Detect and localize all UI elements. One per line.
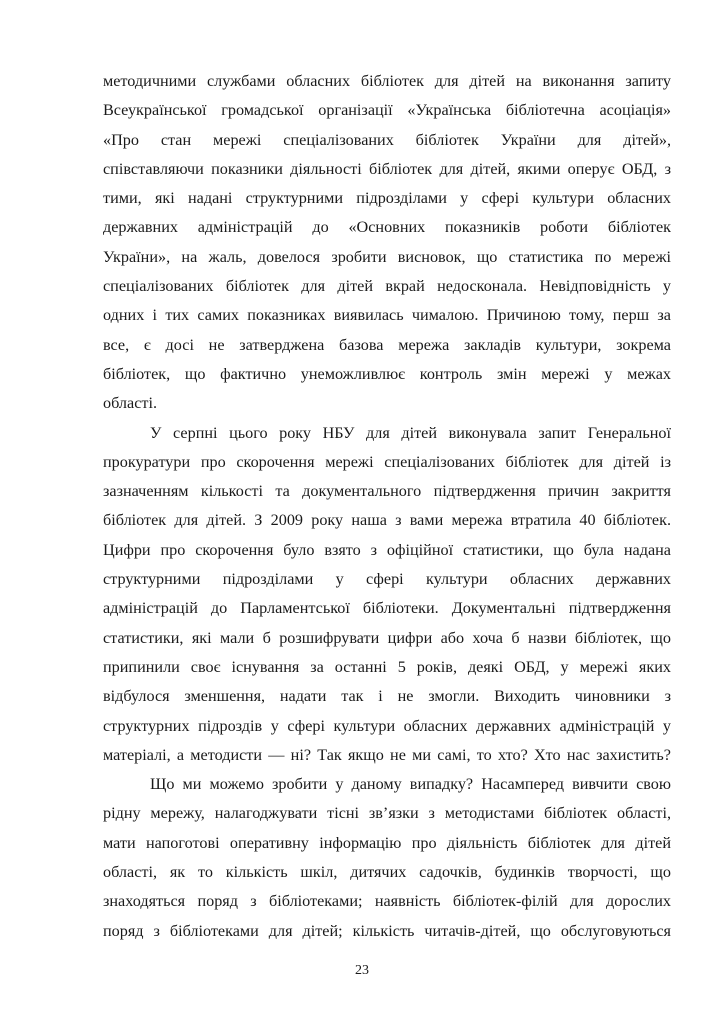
text-line: поряд з бібліотеками для дітей; кількість читачів-дітей, що обслуговуються <box>103 921 671 940</box>
text-line: бібліотек для дітей. З 2009 року наша з вами мережа втратила 40 бібліотек. <box>103 511 671 530</box>
text-line: тими, які надані структурними підрозділами у сфері культури обласних <box>103 189 671 208</box>
text-line: області. <box>103 394 157 413</box>
text-line: співставляючи показники діяльності бібліотек для дітей, якими оперує ОБД, з <box>103 159 671 178</box>
text-line: методичними службами обласних бібліотек для дітей на виконання запиту <box>103 72 671 90</box>
text-line: припинили своє існування за останні 5 років, деякі ОБД, у мережі яких <box>103 657 671 676</box>
text-line: структурними підрозділами у сфері культури обласних державних <box>103 570 671 589</box>
text-line: одних і тих самих показниках виявилась чималою. Причиною тому, перш за <box>103 306 671 325</box>
text-line: Цифри про скорочення було взято з офіційної статистики, що була надана <box>103 540 671 559</box>
text-line: спеціалізованих бібліотек для дітей вкрай недосконала. Невідповідність у <box>103 277 671 296</box>
text-line: прокуратури про скорочення мережі спеціалізованих бібліотек для дітей із <box>103 452 671 471</box>
text-line: рідну мережу, налагоджувати тісні зв’язки з методистами бібліотек області, <box>103 804 671 823</box>
text-line: структурних підроздів у сфері культури обласних державних адміністрацій у <box>103 716 671 735</box>
text-line: знаходяться поряд з бібліотеками; наявність бібліотек-філій для дорослих <box>103 892 671 911</box>
text-line: Всеукраїнської громадської організації «Українська бібліотечна асоціація» <box>103 101 671 120</box>
text-line: мати напоготові оперативну інформацію про діяльність бібліотек для дітей <box>103 833 671 852</box>
text-line: зазначенням кількості та документального підтвердження причин закриття <box>103 482 671 501</box>
text-line: Що ми можемо зробити у даному випадку? Насамперед вивчити свою <box>150 775 671 794</box>
text-line: все, є досі не затверджена базова мережа закладів культури, зокрема <box>103 335 671 354</box>
text-line: України», на жаль, довелося зробити висновок, що статистика по мережі <box>103 247 671 266</box>
text-line: області, як то кількість шкіл, дитячих садочків, будинків творчості, що <box>103 863 671 882</box>
page-number: 23 <box>355 963 369 978</box>
text-line: статистики, які мали б розшифрувати цифри або хоча б назви бібліотек, що <box>103 628 671 647</box>
text-line: адміністрацій до Парламентської бібліотеки. Документальні підтвердження <box>103 599 671 618</box>
body-text <box>103 67 671 946</box>
text-line: матеріалі, а методисти — ні? Так якщо не ми самі, то хто? Хто нас захистить? <box>103 745 671 764</box>
text-line: відбулося зменшення, надати так і не змогли. Виходить чиновники з <box>103 687 671 706</box>
text-line: У серпні цього року НБУ для дітей виконувала запит Генеральної <box>150 423 671 442</box>
text-line: бібліотек, що фактично унеможливлює контроль змін мережі у межах <box>103 364 671 383</box>
text-line: «Про стан мережі спеціалізованих бібліотек України для дітей», <box>103 130 671 149</box>
text-line: державних адміністрацій до «Основних показників роботи бібліотек <box>103 218 671 237</box>
